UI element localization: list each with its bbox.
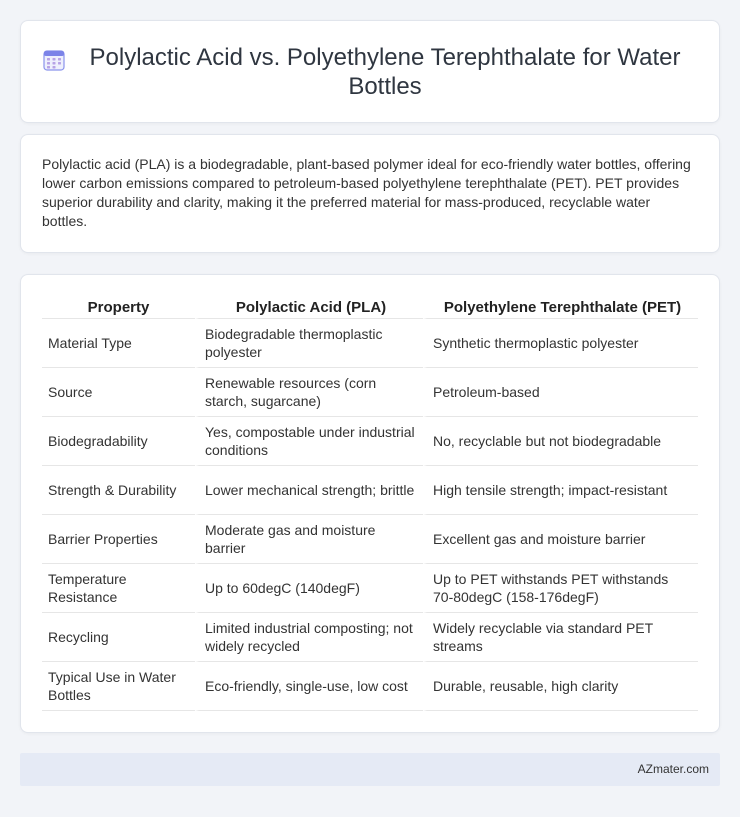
table-row <box>42 466 698 515</box>
pet-cell: Petroleum-based <box>423 368 698 417</box>
table-header-row <box>42 295 698 319</box>
table-row <box>42 564 698 613</box>
intro-card <box>20 134 720 253</box>
pet-cell: Excellent gas and moisture barrier <box>423 515 698 564</box>
property-cell: Temperature Resistance <box>42 564 195 613</box>
pla-cell: Yes, compostable under industrial conditions <box>195 417 423 466</box>
pla-cell: Lower mechanical strength; brittle <box>195 466 423 515</box>
pet-cell: Widely recyclable via standard PET streams <box>423 613 698 662</box>
property-cell: Strength & Durability <box>42 466 195 515</box>
table-row <box>42 368 698 417</box>
table-row <box>42 515 698 564</box>
column-header-pet: Polyethylene Terephthalate (PET) <box>423 295 698 319</box>
property-cell: Biodegradability <box>42 417 195 466</box>
pet-cell: Synthetic thermoplastic polyester <box>423 319 698 368</box>
property-cell: Material Type <box>42 319 195 368</box>
pet-cell: Up to PET withstands PET withstands 70-80degC (158-176degF) <box>423 564 698 613</box>
pla-cell: Limited industrial composting; not widely recycled <box>195 613 423 662</box>
footer-bar <box>20 753 720 786</box>
intro-paragraph: Polylactic acid (PLA) is a biodegradable, plant-based polymer ideal for eco-friendly water bottles, offering lower carbon emissions compared to petroleum-based polyethylene terephthalate (PET). PET provides superior durability and clarity, making it the preferred material for mass-produced, recyclable water bottles. <box>42 156 691 229</box>
footer-site-link[interactable]: AZmater.com <box>637 762 709 776</box>
property-cell: Recycling <box>42 613 195 662</box>
pla-cell: Eco-friendly, single-use, low cost <box>195 662 423 711</box>
property-cell: Barrier Properties <box>42 515 195 564</box>
pla-cell: Renewable resources (corn starch, sugarcane) <box>195 368 423 417</box>
table-row <box>42 613 698 662</box>
pla-cell: Up to 60degC (140degF) <box>195 564 423 613</box>
pla-cell: Biodegradable thermoplastic polyester <box>195 319 423 368</box>
table-row <box>42 319 698 368</box>
table-row <box>42 662 698 711</box>
property-cell: Source <box>42 368 195 417</box>
pet-cell: High tensile strength; impact-resistant <box>423 466 698 515</box>
pet-cell: No, recyclable but not biodegradable <box>423 417 698 466</box>
pet-cell: Durable, reusable, high clarity <box>423 662 698 711</box>
pla-cell: Moderate gas and moisture barrier <box>195 515 423 564</box>
column-header-property: Property <box>42 295 195 319</box>
comparison-table-card <box>20 274 720 733</box>
title-card <box>20 20 720 123</box>
comparison-table <box>42 295 698 711</box>
column-header-pla: Polylactic Acid (PLA) <box>195 295 423 319</box>
table-row <box>42 417 698 466</box>
property-cell: Typical Use in Water Bottles <box>42 662 195 711</box>
page-title: Polylactic Acid vs. Polyethylene Terephthalate for Water Bottles <box>89 44 681 100</box>
